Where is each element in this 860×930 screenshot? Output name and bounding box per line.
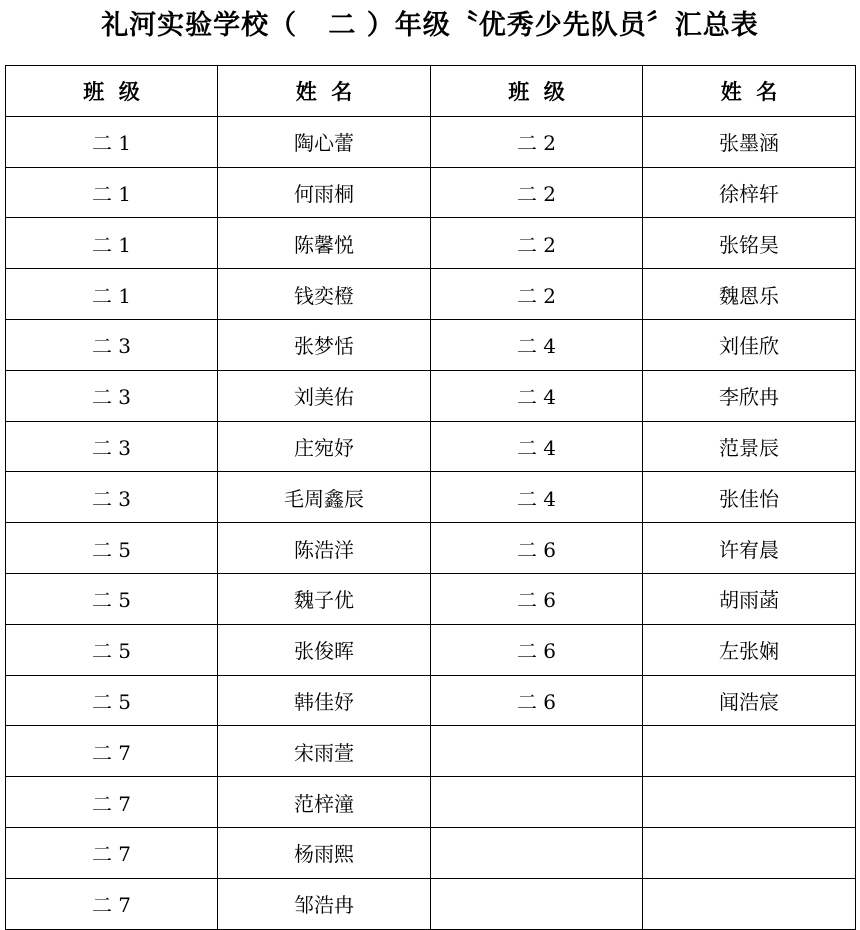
- class-cell: 二 5: [6, 675, 218, 726]
- table-row: [6, 878, 856, 929]
- name-cell: 杨雨熙: [218, 827, 431, 878]
- name-cell: 张俊晖: [218, 624, 431, 675]
- class-cell: 二 3: [6, 319, 218, 370]
- name-cell: 范景辰: [643, 421, 856, 472]
- class-cell: 二 6: [431, 624, 643, 675]
- class-cell: 二 1: [6, 218, 218, 269]
- class-cell: 二 3: [6, 472, 218, 523]
- table-row: [6, 523, 856, 574]
- class-cell: [431, 726, 643, 777]
- table-row: [6, 421, 856, 472]
- table-row: [6, 319, 856, 370]
- class-cell: 二 2: [431, 116, 643, 167]
- table-row: [6, 269, 856, 320]
- table-row: [6, 827, 856, 878]
- class-cell: 二 4: [431, 319, 643, 370]
- header-class-left: 班 级: [6, 66, 218, 117]
- name-cell: 张佳怡: [643, 472, 856, 523]
- class-cell: 二 2: [431, 269, 643, 320]
- table-row: [6, 624, 856, 675]
- table-row: [6, 167, 856, 218]
- name-cell: 邹浩冉: [218, 878, 431, 929]
- name-cell: 刘美佑: [218, 370, 431, 421]
- name-cell: 庄宛妤: [218, 421, 431, 472]
- table-row: [6, 116, 856, 167]
- table-row: [6, 218, 856, 269]
- name-cell: 陈馨悦: [218, 218, 431, 269]
- honor-roster-table: [5, 65, 856, 930]
- header-class-right: 班 级: [431, 66, 643, 117]
- class-cell: 二 2: [431, 218, 643, 269]
- class-cell: 二 1: [6, 167, 218, 218]
- name-cell: 许宥晨: [643, 523, 856, 574]
- class-cell: 二 5: [6, 624, 218, 675]
- class-cell: 二 7: [6, 827, 218, 878]
- name-cell: [643, 726, 856, 777]
- name-cell: 张铭昊: [643, 218, 856, 269]
- name-cell: [643, 777, 856, 828]
- class-cell: 二 4: [431, 472, 643, 523]
- table-row: [6, 472, 856, 523]
- table-row: [6, 777, 856, 828]
- class-cell: 二 7: [6, 777, 218, 828]
- name-cell: 闻浩宸: [643, 675, 856, 726]
- name-cell: 魏恩乐: [643, 269, 856, 320]
- table-row: [6, 370, 856, 421]
- class-cell: 二 6: [431, 573, 643, 624]
- name-cell: 张梦恬: [218, 319, 431, 370]
- class-cell: 二 7: [6, 878, 218, 929]
- name-cell: 范梓潼: [218, 777, 431, 828]
- name-cell: 李欣冉: [643, 370, 856, 421]
- name-cell: 宋雨萱: [218, 726, 431, 777]
- table-row: [6, 726, 856, 777]
- class-cell: 二 1: [6, 269, 218, 320]
- table-row: [6, 573, 856, 624]
- class-cell: 二 3: [6, 370, 218, 421]
- name-cell: 陈浩洋: [218, 523, 431, 574]
- class-cell: [431, 827, 643, 878]
- class-cell: 二 3: [6, 421, 218, 472]
- class-cell: 二 5: [6, 573, 218, 624]
- header-name-right: 姓 名: [643, 66, 856, 117]
- name-cell: 毛周鑫辰: [218, 472, 431, 523]
- class-cell: 二 2: [431, 167, 643, 218]
- page-title: 礼河实验学校（ 二 ）年级〝优秀少先队员〞汇总表: [101, 10, 759, 41]
- name-cell: 左张娴: [643, 624, 856, 675]
- name-cell: 张墨涵: [643, 116, 856, 167]
- name-cell: 钱奕橙: [218, 269, 431, 320]
- name-cell: [643, 827, 856, 878]
- name-cell: 何雨桐: [218, 167, 431, 218]
- class-cell: 二 5: [6, 523, 218, 574]
- name-cell: 徐梓轩: [643, 167, 856, 218]
- table-header-row: [6, 66, 856, 117]
- class-cell: 二 6: [431, 675, 643, 726]
- class-cell: [431, 777, 643, 828]
- name-cell: 魏子优: [218, 573, 431, 624]
- name-cell: 陶心蕾: [218, 116, 431, 167]
- name-cell: 刘佳欣: [643, 319, 856, 370]
- name-cell: [643, 878, 856, 929]
- class-cell: 二 4: [431, 370, 643, 421]
- name-cell: 胡雨菡: [643, 573, 856, 624]
- class-cell: 二 6: [431, 523, 643, 574]
- class-cell: 二 4: [431, 421, 643, 472]
- table-row: [6, 675, 856, 726]
- class-cell: [431, 878, 643, 929]
- header-name-left: 姓 名: [218, 66, 431, 117]
- name-cell: 韩佳妤: [218, 675, 431, 726]
- class-cell: 二 1: [6, 116, 218, 167]
- class-cell: 二 7: [6, 726, 218, 777]
